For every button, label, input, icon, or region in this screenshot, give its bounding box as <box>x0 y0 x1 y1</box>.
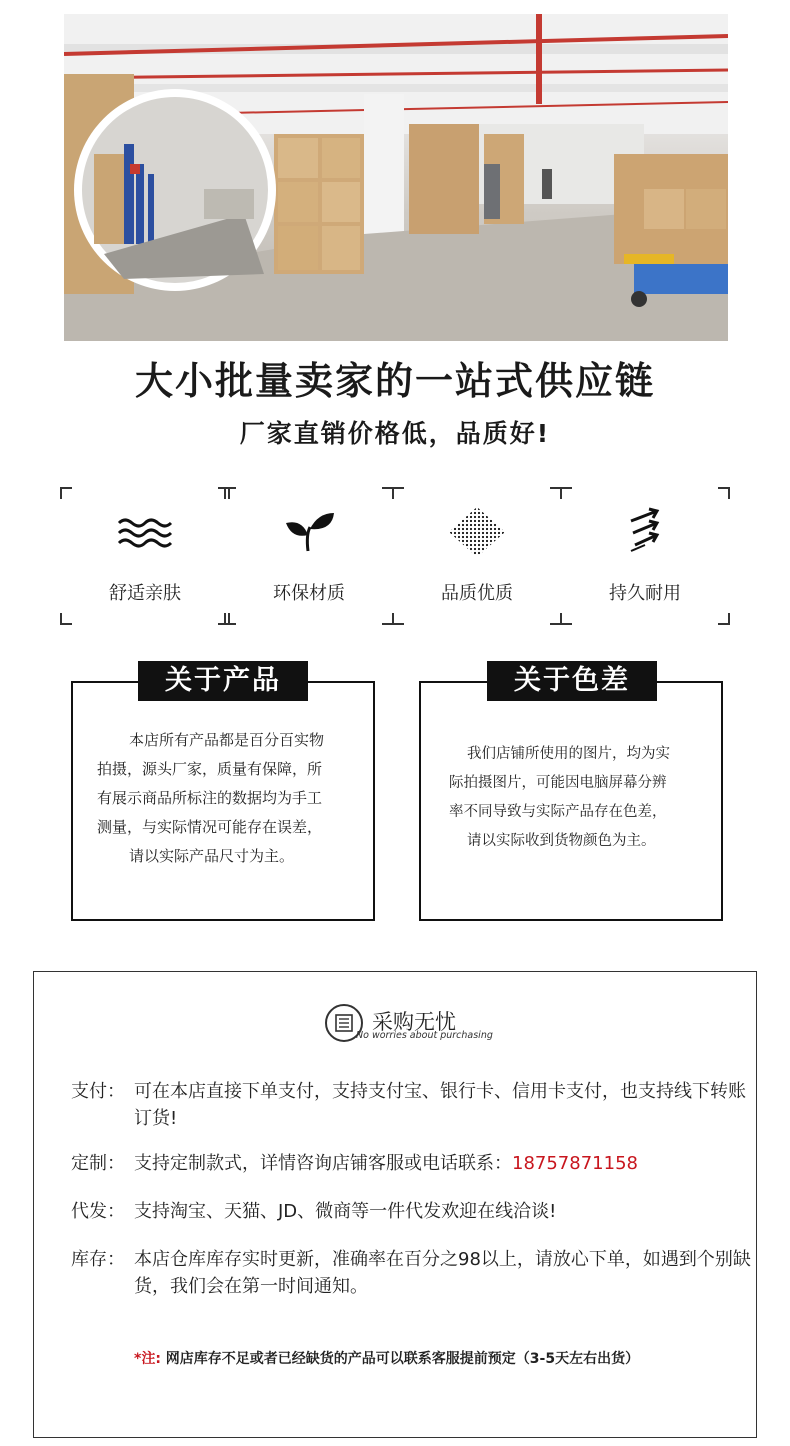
feature-eco <box>224 487 394 625</box>
row-text: 可在本店直接下单支付，支持支付宝、银行卡、信用卡支付，也支持线下转账订货! <box>134 1081 746 1129</box>
text-line: 测量，与实际情况可能存在误差， <box>97 818 323 836</box>
text-line: 率不同导致与实际产品存在色差， <box>449 804 667 820</box>
warehouse-photo <box>64 14 728 341</box>
about-color-title: 关于色差 <box>487 661 657 701</box>
leaf-icon <box>281 507 337 557</box>
main-headline: 大小批量卖家的一站式供应链 <box>134 359 655 403</box>
note-mark: *注: <box>134 1351 161 1367</box>
arrows-icon <box>617 507 673 557</box>
feature-label: 品质优质 <box>441 583 513 604</box>
about-product-text <box>97 726 359 871</box>
feature-label: 环保材质 <box>273 583 345 604</box>
text-line: 请以实际产品尺寸为主。 <box>129 847 295 865</box>
text-line: 我们店铺所使用的图片，均为实 <box>467 746 670 762</box>
diamond-dots-icon <box>449 507 505 557</box>
row-text: 本店仓库库存实时更新，准确率在百分之98以上，请放心下单，如遇到个别缺货，我们会在第一时间通知。 <box>134 1249 751 1297</box>
note-text: 网店库存不足或者已经缺货的产品可以联系客服提前预定（3-5天左右出货） <box>165 1351 640 1367</box>
purchasing-section <box>33 971 757 1438</box>
text-line: 有展示商品所标注的数据均为手工 <box>97 789 323 807</box>
phone-number: 18757871158 <box>512 1153 638 1174</box>
row-label: 定制： <box>71 1153 125 1174</box>
payment-row <box>71 1078 755 1134</box>
custom-text: 支持定制款式，详情咨询店铺客服或电话联系： <box>134 1153 512 1174</box>
text-line: 际拍摄图片，可能因电脑屏幕分辨 <box>449 775 667 791</box>
row-label: 代发： <box>71 1201 125 1222</box>
feature-durable <box>560 487 730 625</box>
feature-quality <box>392 487 562 625</box>
feature-label: 持久耐用 <box>609 583 681 604</box>
text-line: 拍摄，源头厂家，质量有保障，所 <box>97 760 323 778</box>
about-color-text <box>449 740 711 856</box>
purchasing-subtitle: No worries about purchasing <box>356 1030 493 1041</box>
sub-headline: 厂家直销价格低，品质好! <box>239 419 551 448</box>
feature-comfort <box>60 487 230 625</box>
row-text: 支持淘宝、天猫、JD、微商等一件代发欢迎在线洽谈! <box>134 1201 557 1222</box>
stock-row <box>71 1246 755 1302</box>
row-label: 支付： <box>71 1081 125 1102</box>
about-product-title: 关于产品 <box>138 661 308 701</box>
purchasing-title: 采购无忧 <box>372 1010 456 1034</box>
feature-label: 舒适亲肤 <box>109 583 181 604</box>
row-text <box>134 1150 755 1177</box>
text-line: 本店所有产品都是百分百实物 <box>129 731 325 749</box>
row-label: 库存： <box>71 1249 125 1270</box>
text-line: 请以实际收到货物颜色为主。 <box>467 833 656 849</box>
stock-note <box>134 1348 639 1368</box>
wave-icon <box>117 507 173 557</box>
